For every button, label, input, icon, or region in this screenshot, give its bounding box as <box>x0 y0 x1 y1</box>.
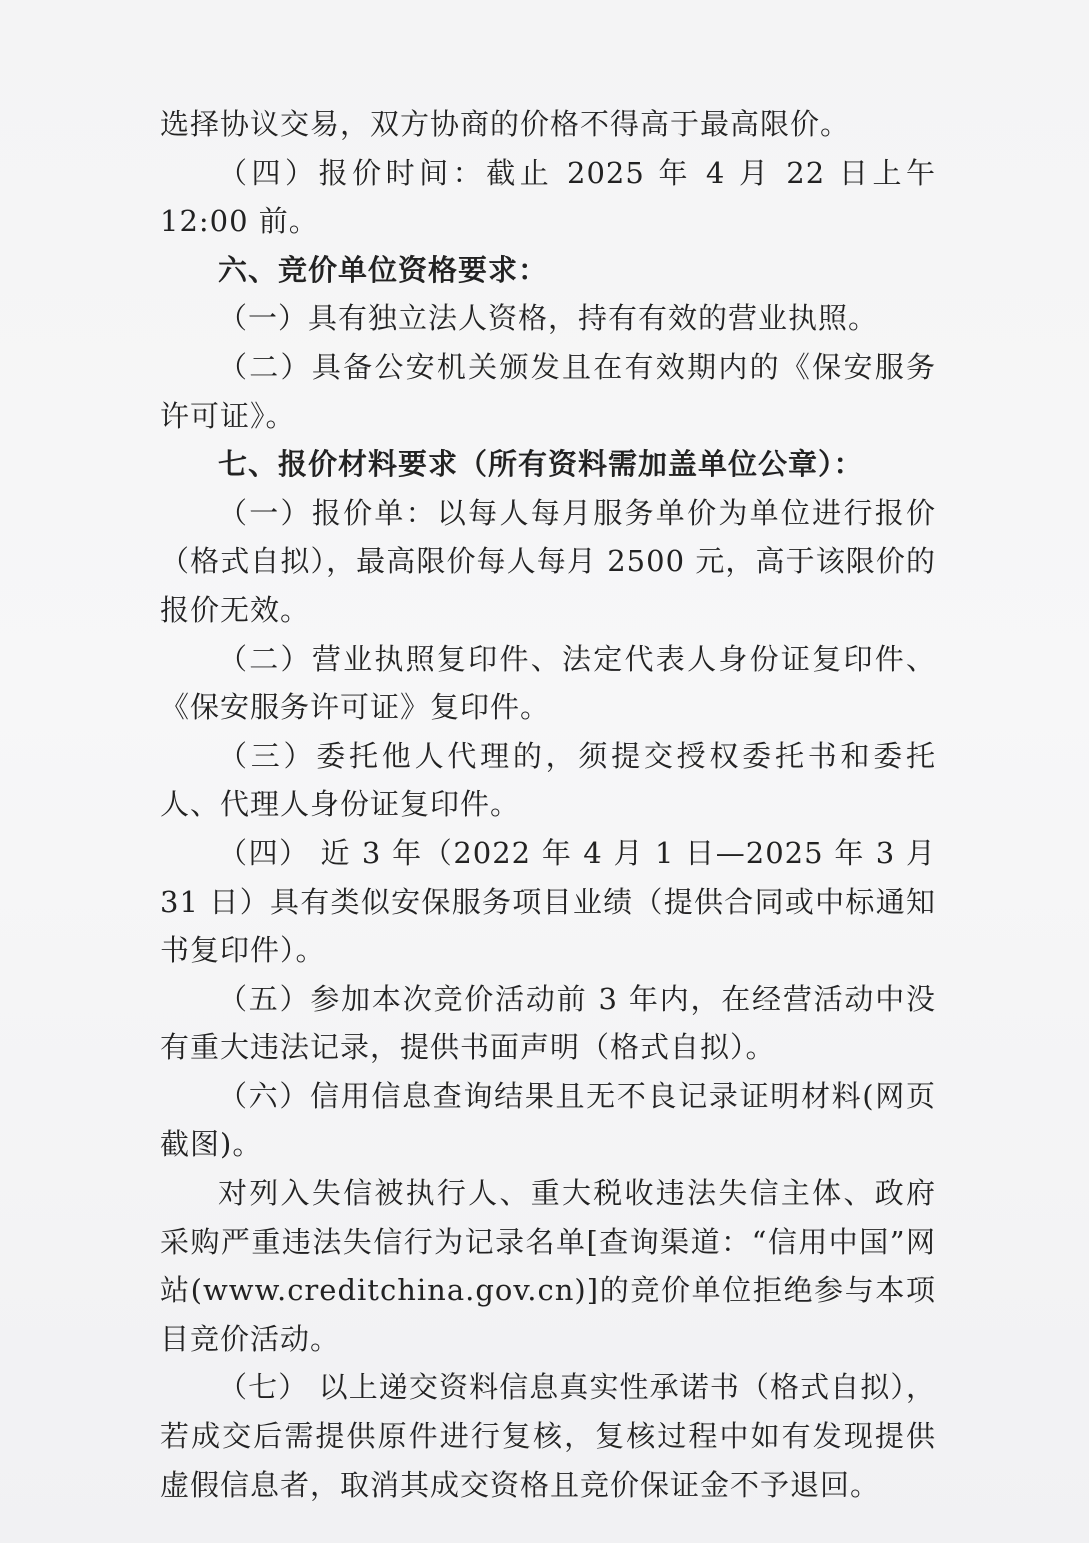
document-body <box>160 100 936 1509</box>
paragraph-material-4: （四） 近 3 年（2022 年 4 月 1 日—2025 年 3 月 31 日）具有类似安保服务项目业绩（提供合同或中标通知书复印件）。 <box>160 835 936 968</box>
paragraph-quote-deadline: （四）报价时间：截止 2025 年 4 月 22 日上午 12:00 前。 <box>160 155 936 239</box>
paragraph-qualification-2: （二）具备公安机关颁发且在有效期内的《保安服务许可证》。 <box>160 349 936 433</box>
paragraph-material-5: （五）参加本次竞价活动前 3 年内，在经营活动中没有重大违法记录，提供书面声明（格式自拟）。 <box>160 981 936 1065</box>
paragraph-material-7: （七） 以上递交资料信息真实性承诺书（格式自拟），若成交后需提供原件进行复核，复核过程中如有发现提供虚假信息者，取消其成交资格且竞价保证金不予退回。 <box>160 1370 936 1502</box>
paragraph-material-1: （一）报价单：以每人每月服务单价为单位进行报价（格式自拟），最高限价每人每月 2500 元，高于该限价的报价无效。 <box>160 495 936 627</box>
paragraph-material-6: （六）信用信息查询结果且无不良记录证明材料(网页截图)。 <box>160 1078 936 1162</box>
paragraph-material-2: （二）营业执照复印件、法定代表人身份证复印件、《保安服务许可证》复印件。 <box>160 641 936 725</box>
section-heading-bidder-qualifications: 六、竞价单位资格要求： <box>218 252 549 287</box>
paragraph-qualification-1: （一）具有独立法人资格，持有有效的营业执照。 <box>218 301 879 336</box>
paragraph-continuation: 选择协议交易，双方协商的价格不得高于最高限价。 <box>160 107 851 141</box>
section-heading-quote-materials: 七、报价材料要求（所有资料需加盖单位公章）： <box>218 447 864 482</box>
paragraph-material-3: （三）委托他人代理的，须提交授权委托书和委托人、代理人身份证复印件。 <box>160 738 936 822</box>
paragraph-credit-check: 对列入失信被执行人、重大税收违法失信主体、政府采购严重违法失信行为记录名单[查询渠道：“信用中国”网站(www.creditchina.gov.cn)]的竞价单位拒绝参与本项目竞价活动。 <box>160 1176 936 1356</box>
